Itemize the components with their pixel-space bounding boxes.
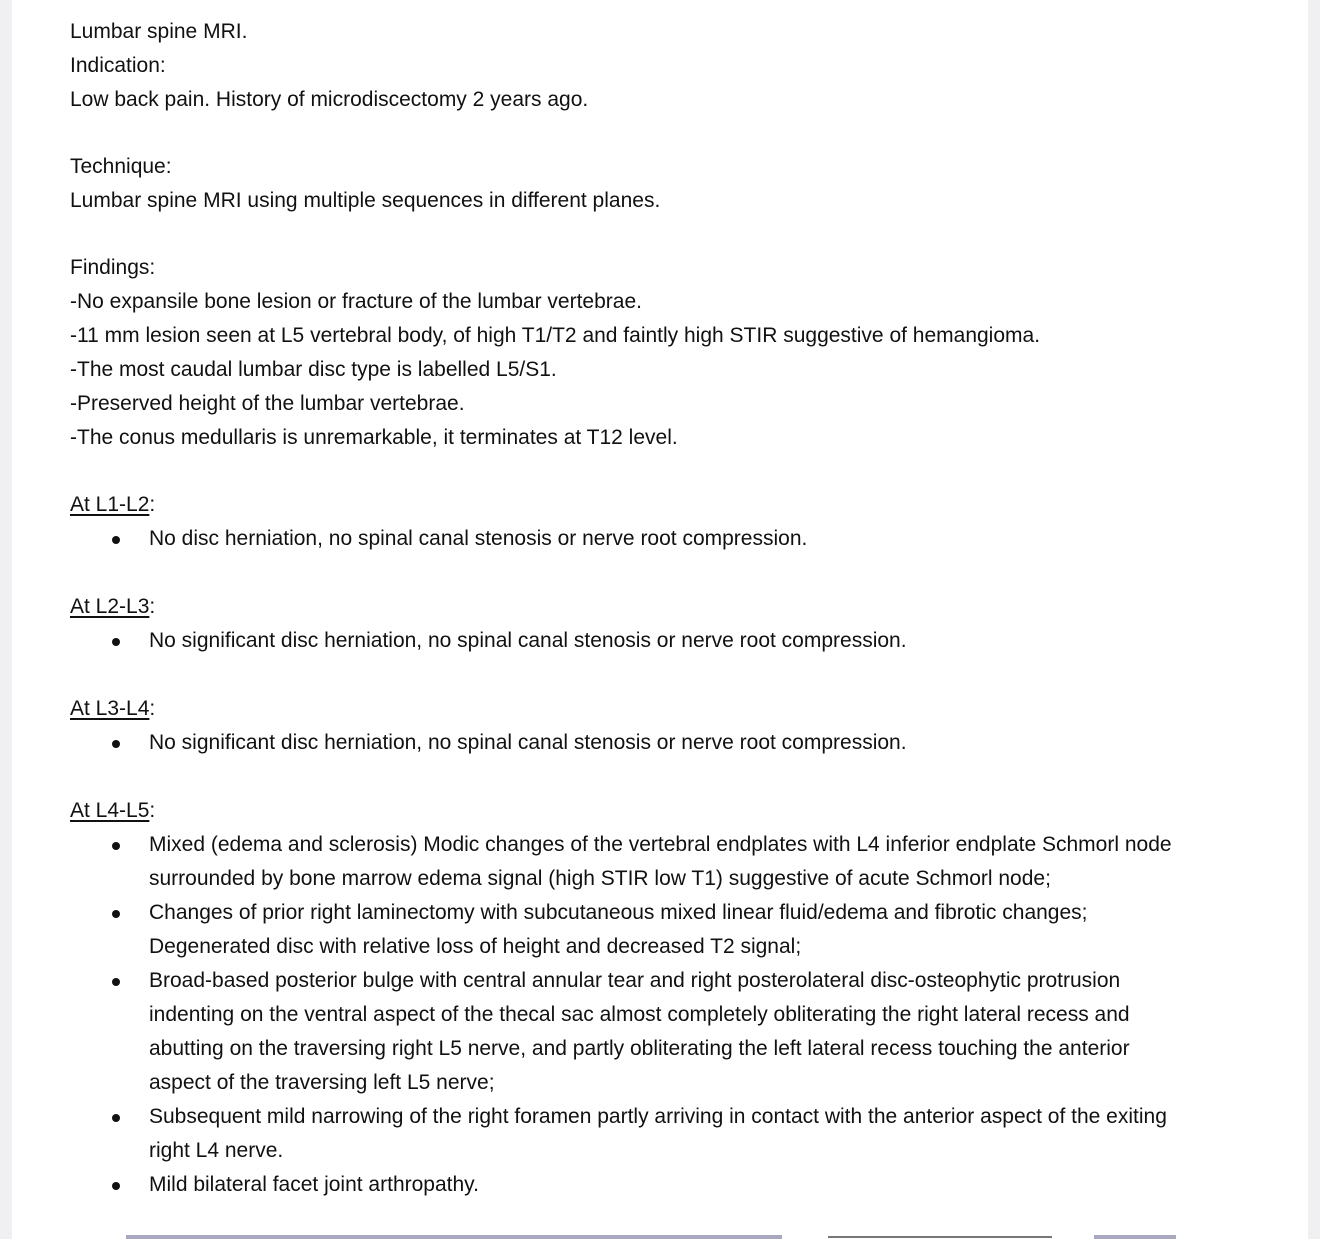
list-item	[70, 522, 1290, 556]
list-item-line: right L4 nerve.	[149, 1139, 284, 1162]
technique-text: Lumbar spine MRI using multiple sequences in different planes.	[70, 189, 661, 212]
bullet-icon	[112, 638, 120, 646]
report-content	[70, 15, 1290, 1202]
indication-label: Indication:	[70, 54, 166, 77]
list-item-text: No significant disc herniation, no spinal canal stenosis or nerve root compression.	[149, 731, 907, 754]
finding-item: -The most caudal lumbar disc type is labelled L5/S1.	[70, 358, 557, 381]
list-item-line: Changes of prior right laminectomy with subcutaneous mixed linear fluid/edema and fibrotic changes;	[149, 901, 1088, 924]
list-item-text: No disc herniation, no spinal canal stenosis or nerve root compression.	[149, 527, 808, 550]
divider	[1094, 1235, 1176, 1239]
list-item-line: Degenerated disc with relative loss of height and decreased T2 signal;	[149, 935, 802, 958]
heading-colon: :	[149, 697, 156, 720]
heading-colon: :	[149, 493, 156, 516]
heading-colon: :	[149, 799, 156, 822]
list-item	[70, 1100, 1290, 1168]
list-item-line: Subsequent mild narrowing of the right foramen partly arriving in contact with the anterior aspect of the exiting	[149, 1105, 1167, 1128]
list-item-line: surrounded by bone marrow edema signal (high STIR low T1) suggestive of acute Schmorl node;	[149, 867, 1051, 890]
list-item	[70, 828, 1290, 896]
findings-label: Findings:	[70, 256, 156, 279]
divider	[828, 1236, 1052, 1238]
finding-item: -No expansile bone lesion or fracture of the lumbar vertebrae.	[70, 290, 642, 313]
level-list-l4-l5	[70, 828, 1290, 1202]
heading-colon: :	[149, 595, 156, 618]
indication-text: Low back pain. History of microdiscectomy 2 years ago.	[70, 88, 589, 111]
level-list-l2-l3	[70, 624, 1290, 658]
list-item-line: aspect of the traversing left L5 nerve;	[149, 1071, 495, 1094]
bullet-icon	[112, 842, 120, 850]
level-heading-l4-l5	[70, 794, 1290, 828]
level-heading-l1-l2	[70, 488, 1290, 522]
finding-item: -11 mm lesion seen at L5 vertebral body, of high T1/T2 and faintly high STIR suggestive of hemangioma.	[70, 324, 1041, 347]
bullet-icon	[112, 910, 120, 918]
level-list-l3-l4	[70, 726, 1290, 760]
level-heading-text: At L2-L3	[70, 595, 150, 618]
bullet-icon	[112, 1114, 120, 1122]
level-heading-l2-l3	[70, 590, 1290, 624]
bullet-icon	[112, 978, 120, 986]
level-heading-text: At L3-L4	[70, 697, 150, 720]
list-item-text: No significant disc herniation, no spinal canal stenosis or nerve root compression.	[149, 629, 907, 652]
level-heading-text: At L4-L5	[70, 799, 150, 822]
list-item-line: Broad-based posterior bulge with central annular tear and right posterolateral disc-osteophytic protrusion	[149, 969, 1121, 992]
list-item	[70, 1168, 1290, 1202]
level-heading-l3-l4	[70, 692, 1290, 726]
level-heading-text: At L1-L2	[70, 493, 150, 516]
report-title: Lumbar spine MRI.	[70, 20, 248, 43]
document-page	[12, 0, 1308, 1239]
finding-item: -The conus medullaris is unremarkable, it terminates at T12 level.	[70, 426, 678, 449]
bullet-icon	[112, 1182, 120, 1190]
list-item	[70, 624, 1290, 658]
list-item	[70, 964, 1290, 1100]
next-section-hint	[12, 1233, 1308, 1239]
finding-item: -Preserved height of the lumbar vertebrae.	[70, 392, 465, 415]
list-item	[70, 896, 1290, 964]
list-item-line: Mixed (edema and sclerosis) Modic changes of the vertebral endplates with L4 inferior endplate Schmorl node	[149, 833, 1172, 856]
technique-label: Technique:	[70, 155, 172, 178]
level-list-l1-l2	[70, 522, 1290, 556]
bullet-icon	[112, 536, 120, 544]
list-item	[70, 726, 1290, 760]
list-item-line: indenting on the ventral aspect of the thecal sac almost completely obliterating the right lateral recess and	[149, 1003, 1130, 1026]
divider	[126, 1235, 782, 1239]
list-item-line: abutting on the traversing right L5 nerve, and partly obliterating the left lateral recess touching the anterior	[149, 1037, 1130, 1060]
bullet-icon	[112, 740, 120, 748]
list-item-line: Mild bilateral facet joint arthropathy.	[149, 1173, 479, 1196]
